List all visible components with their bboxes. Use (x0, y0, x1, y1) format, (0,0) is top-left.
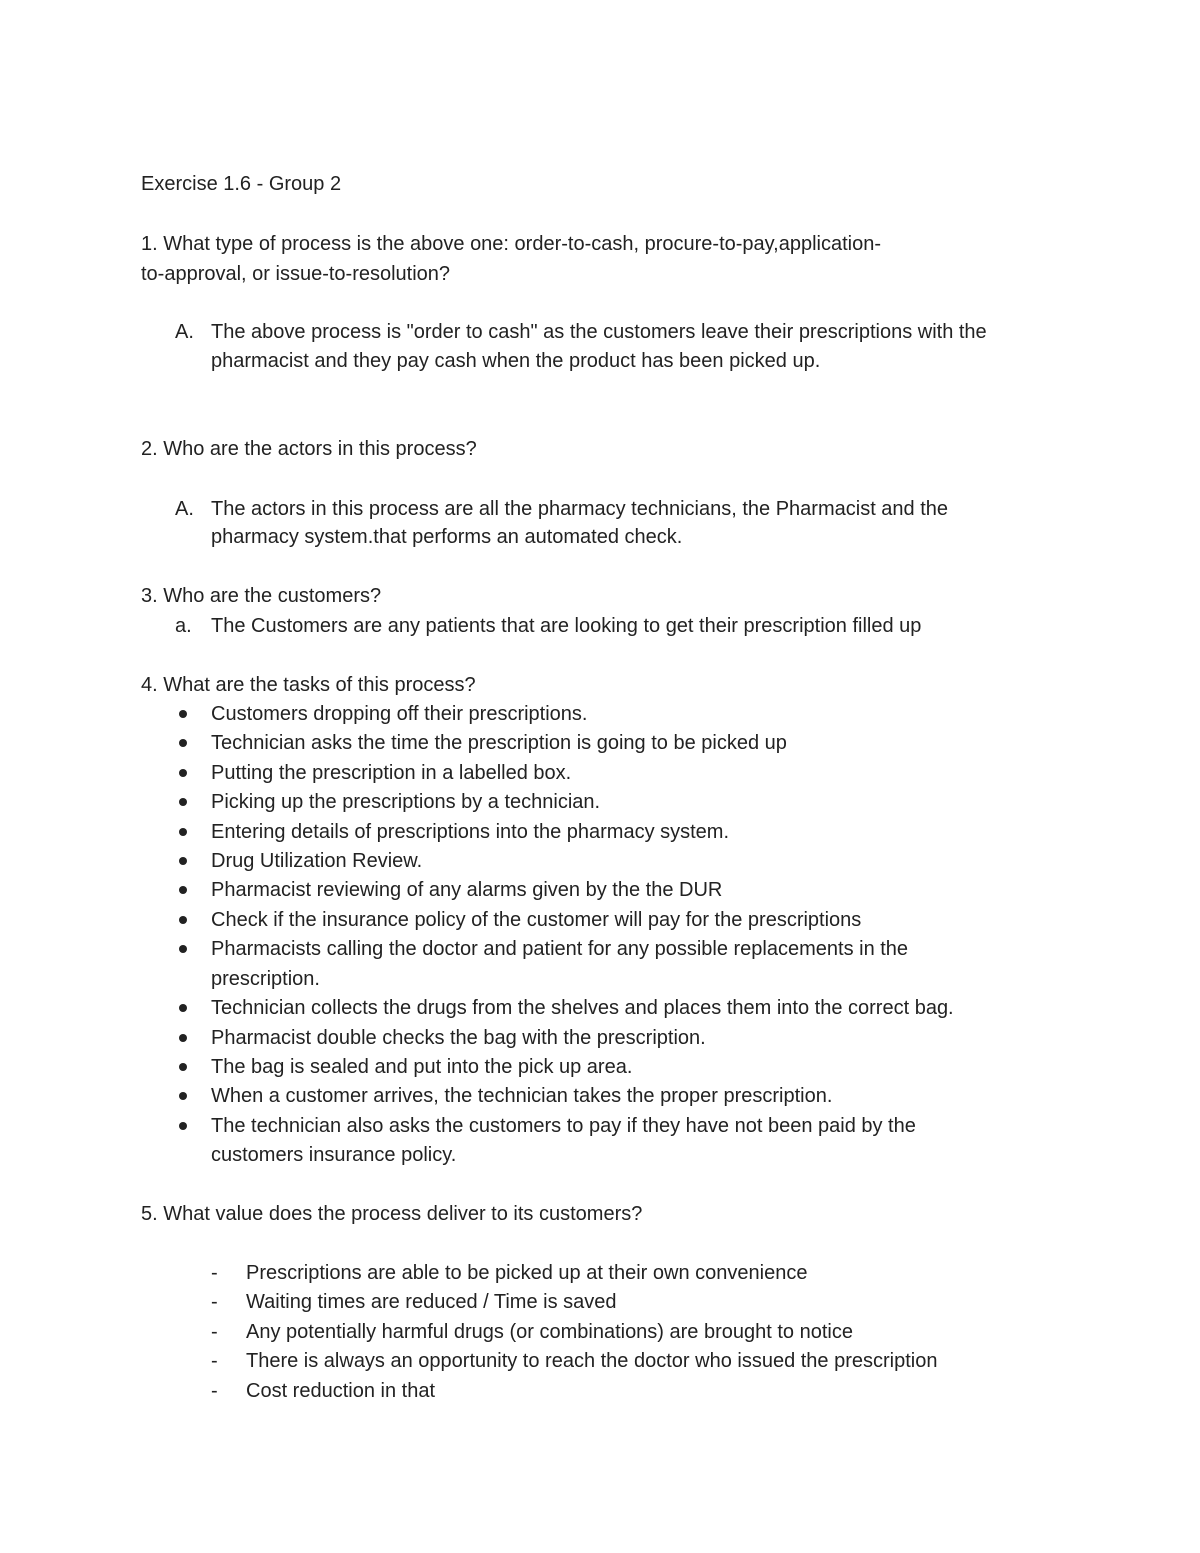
task-item: Picking up the prescriptions by a technician. (211, 791, 601, 813)
bullet-icon (179, 1034, 187, 1042)
answer-3: The Customers are any patients that are looking to get their prescription filled up (211, 615, 922, 637)
bullet-icon (179, 916, 187, 924)
bullet-icon (179, 1092, 187, 1100)
bullet-icon (179, 857, 187, 865)
dash-marker: - (211, 1350, 218, 1372)
task-item: Pharmacists calling the doctor and patient for any possible replacements in the (211, 938, 909, 960)
value-item: Waiting times are reduced / Time is saved (246, 1291, 617, 1313)
task-item: Entering details of prescriptions into the pharmacy system. (211, 821, 730, 843)
value-item: Prescriptions are able to be picked up at their own convenience (246, 1262, 808, 1284)
question-1-line-2: to-approval, or issue-to-resolution? (141, 263, 451, 285)
question-3: 3. Who are the customers? (141, 585, 382, 607)
bullet-icon (179, 828, 187, 836)
dash-marker: - (211, 1291, 218, 1313)
task-item: Putting the prescription in a labelled box. (211, 762, 572, 784)
task-item: When a customer arrives, the technician takes the proper prescription. (211, 1085, 833, 1107)
document-title: Exercise 1.6 - Group 2 (141, 173, 342, 195)
bullet-icon (179, 769, 187, 777)
bullet-icon (179, 1063, 187, 1071)
bullet-icon (179, 1004, 187, 1012)
answer-1-marker: A. (175, 321, 194, 343)
task-item-continuation: customers insurance policy. (211, 1144, 457, 1166)
question-1-line-1: 1. What type of process is the above one: order-to-cash, procure-to-pay,application- (141, 233, 882, 255)
question-2: 2. Who are the actors in this process? (141, 438, 477, 460)
task-item: Drug Utilization Review. (211, 850, 423, 872)
dash-marker: - (211, 1380, 218, 1402)
question-4: 4. What are the tasks of this process? (141, 674, 476, 696)
task-item-continuation: prescription. (211, 968, 320, 990)
answer-1-line-1: The above process is "order to cash" as the customers leave their prescriptions with the (211, 321, 987, 343)
task-item: Check if the insurance policy of the customer will pay for the prescriptions (211, 909, 862, 931)
dash-marker: - (211, 1262, 218, 1284)
task-item: Pharmacist reviewing of any alarms given by the the DUR (211, 879, 723, 901)
answer-2-marker: A. (175, 498, 194, 520)
value-item: There is always an opportunity to reach the doctor who issued the prescription (246, 1350, 938, 1372)
value-item: Any potentially harmful drugs (or combinations) are brought to notice (246, 1321, 853, 1343)
task-item: Pharmacist double checks the bag with the prescription. (211, 1027, 706, 1049)
bullet-icon (179, 798, 187, 806)
task-item: The bag is sealed and put into the pick up area. (211, 1056, 633, 1078)
value-item: Cost reduction in that (246, 1380, 435, 1402)
question-5: 5. What value does the process deliver to its customers? (141, 1203, 643, 1225)
answer-2-line-2: pharmacy system.that performs an automated check. (211, 526, 683, 548)
task-item: The technician also asks the customers to pay if they have not been paid by the (211, 1115, 916, 1137)
task-item: Technician asks the time the prescription is going to be picked up (211, 732, 787, 754)
answer-2-line-1: The actors in this process are all the pharmacy technicians, the Pharmacist and the (211, 498, 949, 520)
bullet-icon (179, 886, 187, 894)
answer-1-line-2: pharmacist and they pay cash when the product has been picked up. (211, 350, 821, 372)
task-item: Customers dropping off their prescriptions. (211, 703, 588, 725)
bullet-icon (179, 1122, 187, 1130)
bullet-icon (179, 945, 187, 953)
task-item: Technician collects the drugs from the shelves and places them into the correct bag. (211, 997, 954, 1019)
bullet-icon (179, 710, 187, 718)
dash-marker: - (211, 1321, 218, 1343)
bullet-icon (179, 739, 187, 747)
answer-3-marker: a. (175, 615, 192, 637)
